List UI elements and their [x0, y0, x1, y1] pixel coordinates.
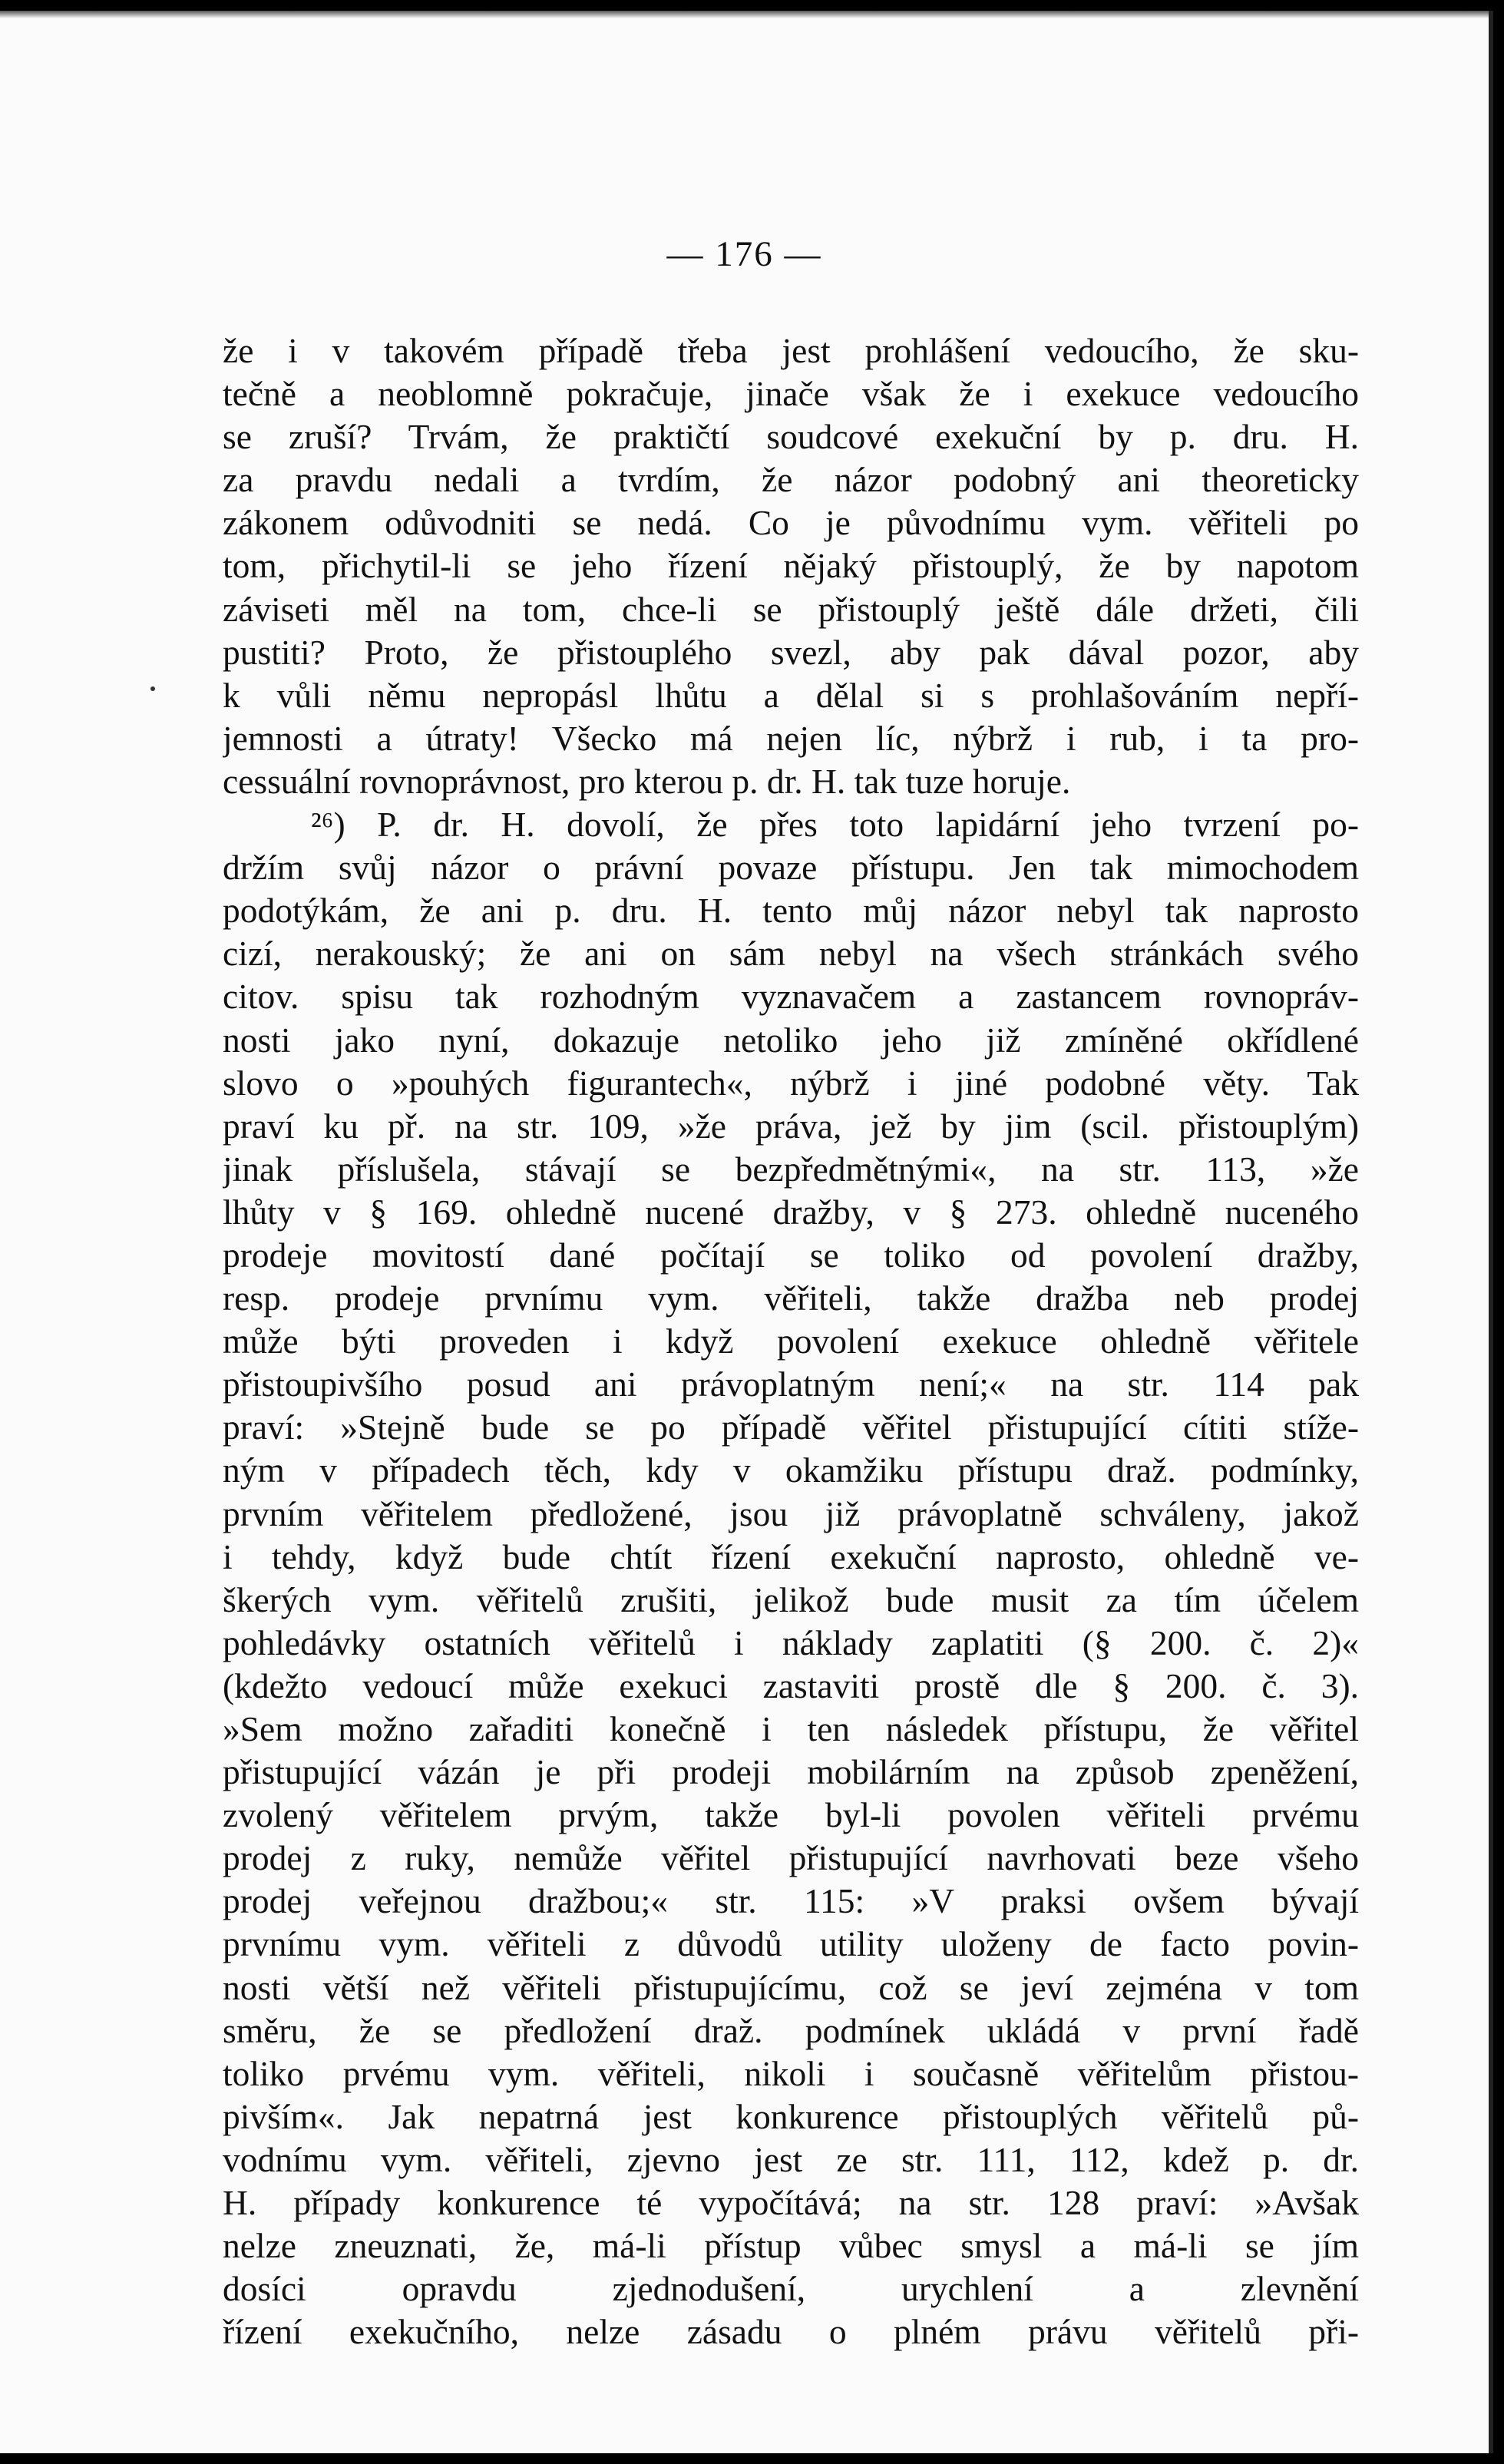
- text-line: může býti proveden i když povolení exekuce ohledně věřitele: [223, 1321, 1359, 1361]
- text-line: toliko prvému vym. věřiteli, nikoli i současně věřitelům přistou-: [223, 2053, 1359, 2093]
- text-line: citov. spisu tak rozhodným vyznavačem a zastancem rovnopráv-: [223, 977, 1359, 1017]
- text-line: praví: »Stejně bude se po případě věřitel přistupující cítiti stíže-: [223, 1407, 1359, 1447]
- text-line: dosíci opravdu zjednodušení, urychlení a zlevnění: [223, 2269, 1359, 2309]
- text-line: řízení exekučního, nelze zásadu o plném právu věřitelů při-: [223, 2312, 1359, 2352]
- text-line: přistupující vázán je při prodeji mobilárním na způsob zpeněžení,: [223, 1752, 1359, 1792]
- text-line: prodej z ruky, nemůže věřitel přistupující navrhovati beze všeho: [223, 1838, 1359, 1878]
- text-line: podotýkám, že ani p. dru. H. tento můj názor nebyl tak naprosto: [223, 891, 1359, 931]
- footnote-line: ²⁶) P. dr. H. dovolí, že přes toto lapidární jeho tvrzení po-: [311, 805, 1359, 845]
- text-line: i tehdy, když bude chtít řízení exekuční naprosto, ohledně ve-: [223, 1536, 1359, 1576]
- text-line: cessuální rovnoprávnost, pro kterou p. dr. H. tak tuze horuje.: [223, 761, 1071, 801]
- text-line: zákonem odůvodniti se nedá. Co je původnímu vym. věřiteli po: [223, 503, 1359, 543]
- text-line: zvolený věřitelem prvým, takže byl-li povolen věřiteli prvému: [223, 1795, 1359, 1835]
- text-line: směru, že se předložení draž. podmínek ukládá v první řadě: [223, 2010, 1359, 2050]
- text-line: praví ku př. na str. 109, »že práva, jež by jim (scil. přistouplým): [223, 1106, 1359, 1146]
- text-line: cizí, nerakouský; že ani on sám nebyl na všech stránkách svého: [223, 934, 1359, 974]
- text-line: prvnímu vym. věřiteli z důvodů utility uloženy de facto povin-: [223, 1924, 1359, 1964]
- text-line: jinak příslušela, stávají se bezpředmětnými«, na str. 113, »že: [223, 1149, 1359, 1189]
- text-line: vodnímu vym. věřiteli, zjevno jest ze str. 111, 112, kdež p. dr.: [223, 2139, 1359, 2179]
- text-line: k vůli němu nepropásl lhůtu a dělal si s prohlašováním nepří-: [223, 675, 1359, 715]
- body-text: [223, 329, 1359, 2353]
- text-line: se zruší? Trvám, že praktičtí soudcové exekuční by p. dru. H.: [223, 417, 1359, 457]
- text-line: ným v případech těch, kdy v okamžiku přístupu draž. podmínky,: [223, 1450, 1359, 1490]
- text-line: nelze zneuznati, že, má-li přístup vůbec smysl a má-li se jím: [223, 2226, 1359, 2266]
- text-line: slovo o »pouhých figurantech«, nýbrž i jiné podobné věty. Tak: [223, 1063, 1359, 1103]
- text-line: držím svůj názor o právní povaze přístupu. Jen tak mimochodem: [223, 848, 1359, 888]
- text-line: nosti větší než věřiteli přistupujícímu, což se jeví zejména v tom: [223, 1967, 1359, 2007]
- text-line: lhůty v § 169. ohledně nucené dražby, v § 273. ohledně nuceného: [223, 1192, 1359, 1232]
- text-line: prvním věřitelem předložené, jsou již právoplatně schváleny, jakož: [223, 1493, 1359, 1533]
- text-line: (kdežto vedoucí může exekuci zastaviti prostě dle § 200. č. 3).: [223, 1665, 1359, 1705]
- scanned-page: [0, 11, 1493, 2453]
- text-line: tečně a neoblomně pokračuje, jinače však že i exekuce vedoucího: [223, 374, 1359, 414]
- text-line: za pravdu nedali a tvrdím, že názor podobný ani theoreticky: [223, 460, 1359, 500]
- text-line: pustiti? Proto, že přistouplého svezl, aby pak dával pozor, aby: [223, 632, 1359, 672]
- text-line: škerých vym. věřitelů zrušiti, jelikož bude musit za tím účelem: [223, 1579, 1359, 1619]
- text-line: pivším«. Jak nepatrná jest konkurence přistouplých věřitelů pů-: [223, 2096, 1359, 2136]
- page-number: — 176 —: [666, 234, 822, 274]
- text-line: prodeje movitostí dané počítají se toliko od povolení dražby,: [223, 1235, 1359, 1275]
- text-line: jemnosti a útraty! Všecko má nejen líc, nýbrž i rub, i ta pro-: [223, 718, 1359, 758]
- text-line: že i v takovém případě třeba jest prohlášení vedoucího, že sku-: [223, 331, 1359, 370]
- text-line: záviseti měl na tom, chce-li se přistouplý ještě dále držeti, čili: [223, 589, 1359, 629]
- text-line: H. případy konkurence té vypočítává; na str. 128 praví: »Avšak: [223, 2183, 1359, 2223]
- text-line: resp. prodeje prvnímu vym. věřiteli, takže dražba neb prodej: [223, 1278, 1359, 1318]
- text-line: »Sem možno zařaditi konečně i ten následek přístupu, že věřitel: [223, 1709, 1359, 1748]
- margin-dot: [150, 686, 155, 691]
- text-line: tom, přichytil-li se jeho řízení nějaký přistouplý, že by napotom: [223, 546, 1359, 586]
- text-line: nosti jako nyní, dokazuje netoliko jeho již zmíněné okřídlené: [223, 1020, 1359, 1060]
- page-top-edge: [0, 11, 1489, 18]
- text-line: prodej veřejnou dražbou;« str. 115: »V praksi ovšem bývají: [223, 1881, 1359, 1921]
- text-line: přistoupivšího posud ani právoplatným není;« na str. 114 pak: [223, 1364, 1359, 1404]
- text-line: pohledávky ostatních věřitelů i náklady zaplatiti (§ 200. č. 2)«: [223, 1622, 1359, 1662]
